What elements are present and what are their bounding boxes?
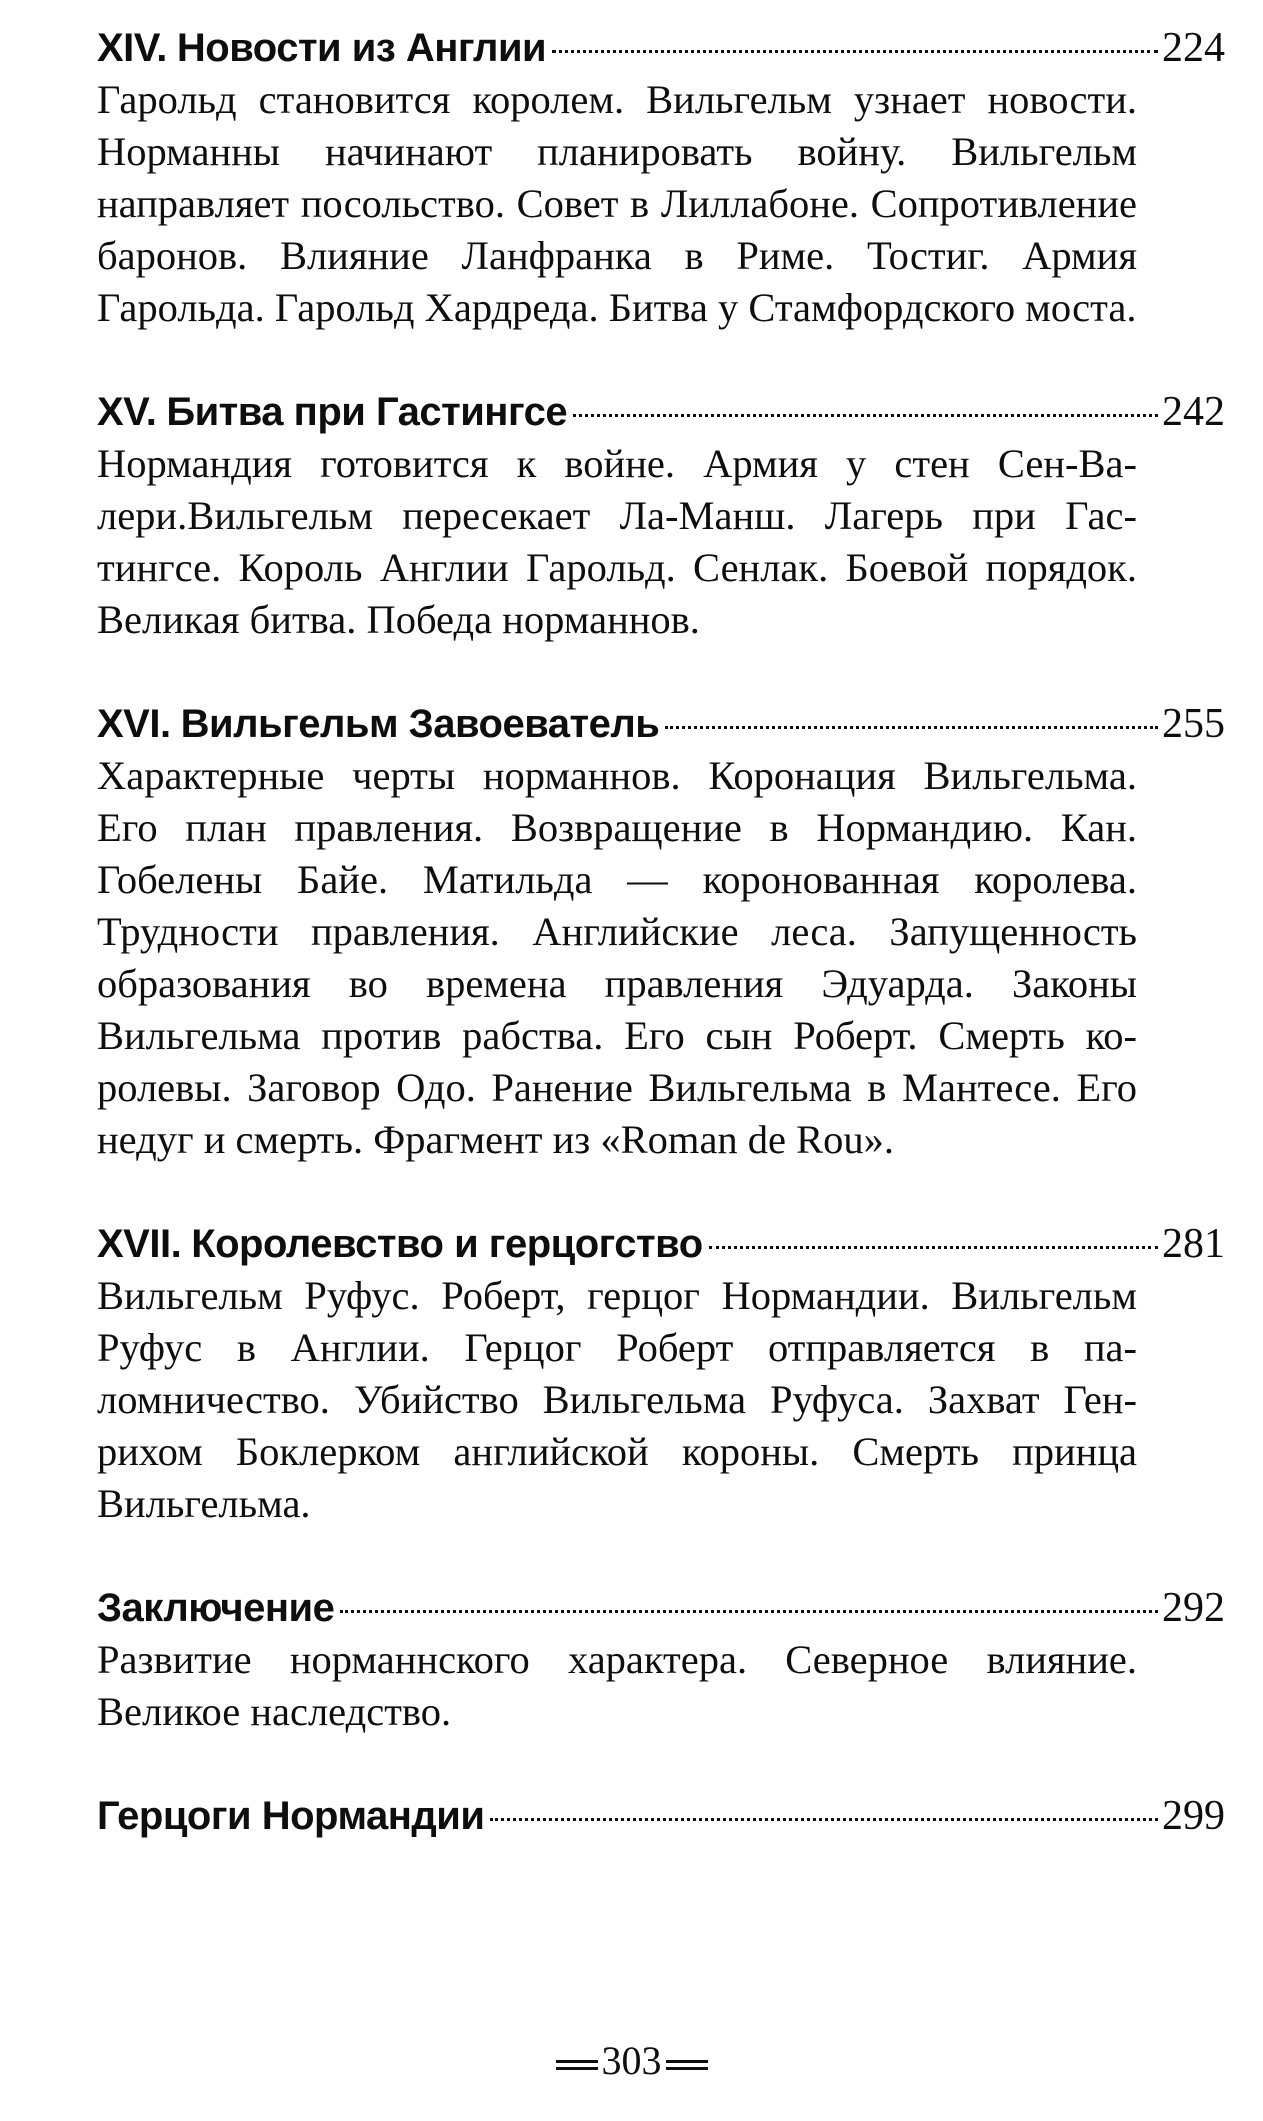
chapter-title: Битва при Гастингсе: [166, 390, 568, 434]
toc-entry-heading[interactable]: [97, 1218, 1225, 1270]
footer-page-number: 303: [601, 2038, 662, 2083]
table-of-contents: [97, 22, 1225, 1842]
dot-leader: [665, 726, 1158, 729]
chapter-numeral: XV.: [97, 390, 157, 434]
toc-entry-dukes: [97, 1790, 1225, 1842]
toc-entry-heading[interactable]: [97, 22, 1225, 74]
dot-leader: [340, 1610, 1158, 1613]
chapter-numeral: XVII.: [97, 1222, 182, 1266]
toc-entry-heading[interactable]: [97, 1582, 1225, 1634]
page-number: 255: [1162, 701, 1225, 747]
toc-entry-heading[interactable]: [97, 698, 1225, 750]
footer-dash-left: [556, 2060, 598, 2070]
chapter-title: Вильгельм Завоеватель: [180, 702, 660, 746]
chapter-summary: Развитие норманнского характера. Северное влияние. Великое наследство.: [97, 1637, 1137, 1734]
toc-entry-xvi: [97, 698, 1225, 1166]
chapter-summary: Характерные черты норманнов. Коронация Вильгельма. Его план правления. Возвращение в Нормандию. Кан. Гобелены Байе. Матильда — коронованная королева. Трудности правления. Английские леса. Запущенность образования во времена правления Эдуарда. Законы Вильгельма против рабства. Его сын Роберт. Смерть королевы. Заговор Одо. Ранение Вильгельма в Мантесе. Его недуг и смерть. Фрагмент из «Roman de Rou».: [97, 753, 1137, 1162]
chapter-summary: Вильгельм Руфус. Роберт, герцог Нормандии. Вильгельм Руфус в Англии. Герцог Роберт отправляется в паломничество. Убийство Вильгельма Руфуса. Захват Генрихом Боклерком английской короны. Смерть принца Вильгельма.: [97, 1273, 1137, 1526]
chapter-summary: Нормандия готовится к войне. Армия у стен Сен-Валери.Вильгельм пересекает Ла-Манш. Лагерь при Гастингсе. Король Англии Гарольд. Сенлак. Боевой порядок. Великая битва. Победа норманнов.: [97, 441, 1137, 642]
toc-entry-conclusion: [97, 1582, 1225, 1738]
dot-leader: [490, 1818, 1158, 1821]
toc-entry-heading[interactable]: [97, 386, 1225, 438]
page-number: 242: [1162, 389, 1225, 435]
chapter-title: Королевство и герцогство: [191, 1222, 703, 1266]
dot-leader: [573, 414, 1158, 417]
chapter-numeral: XVI.: [97, 702, 171, 746]
dot-leader: [552, 50, 1158, 53]
page-number: 299: [1162, 1793, 1225, 1839]
chapter-title: Новости из Англии: [176, 26, 547, 70]
toc-entry-xv: [97, 386, 1225, 646]
toc-entry-xvii: [97, 1218, 1225, 1530]
page-number: 224: [1162, 25, 1225, 71]
toc-entry-xiv: [97, 22, 1225, 334]
chapter-numeral: XIV.: [97, 26, 167, 70]
chapter-summary: Гарольд становится королем. Вильгельм узнает новости. Норманны начинают планировать войну. Вильгельм направляет посольство. Совет в Лиллабоне. Сопротивление баронов. Влияние Ланфранка в Риме. Тостиг. Армия Гарольда. Гарольд Хардреда. Битва у Стамфордского моста.: [97, 77, 1137, 330]
page-number: 292: [1162, 1585, 1225, 1631]
page-footer: [0, 2035, 1263, 2087]
chapter-title: Заключение: [97, 1586, 335, 1630]
page-number: 281: [1162, 1221, 1225, 1267]
dot-leader: [709, 1246, 1158, 1249]
footer-dash-right: [666, 2060, 708, 2070]
chapter-title: Герцоги Нормандии: [97, 1794, 485, 1838]
toc-entry-heading[interactable]: [97, 1790, 1225, 1842]
